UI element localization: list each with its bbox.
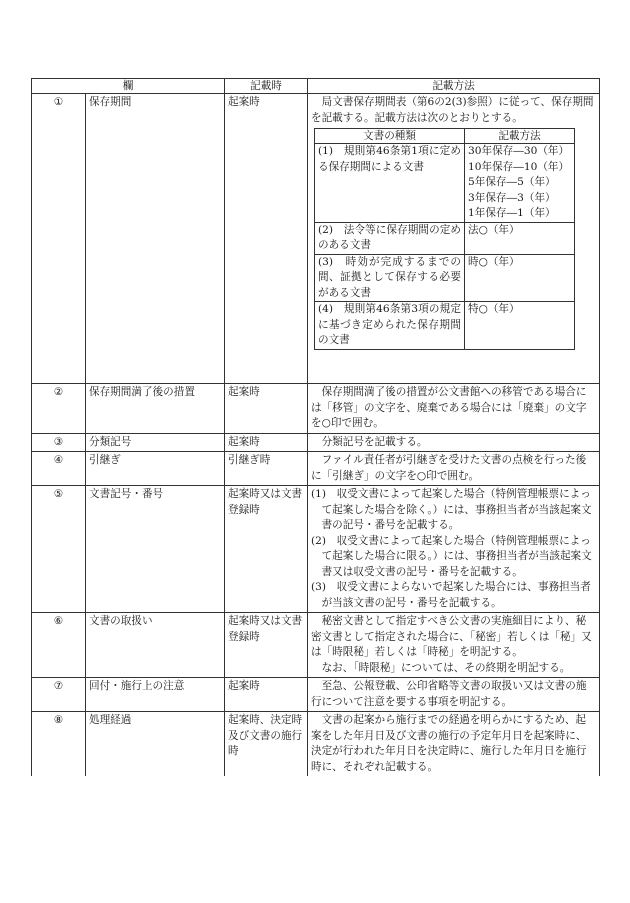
subtable-row bbox=[315, 144, 575, 223]
method-paragraph: 局文書保存期間表（第6の2(3)参照）に従って、保存期間を記載する。記載方法は次のとおりとする。 bbox=[311, 96, 594, 124]
row-timing: 引継ぎ時 bbox=[225, 452, 308, 486]
row-number: ③ bbox=[32, 433, 86, 452]
subtable-method-line: 法○（年） bbox=[465, 222, 575, 254]
table-row bbox=[32, 94, 600, 384]
table-row bbox=[32, 384, 600, 434]
row-field: 引継ぎ bbox=[86, 452, 225, 486]
row-number: ⑦ bbox=[32, 678, 86, 712]
subtable-kind: (3) 時効が完成するまでの間、証拠として保存する必要がある文書 bbox=[315, 254, 465, 302]
row-method bbox=[308, 613, 600, 678]
entry-instructions-table bbox=[31, 78, 600, 776]
method-paragraph: ファイル責任者が引継ぎを受けた文書の点検を行った後に「引継ぎ」の文字を○印で囲む。 bbox=[311, 454, 587, 482]
row-timing: 起案時又は文書登録時 bbox=[225, 613, 308, 678]
row-field: 分類記号 bbox=[86, 433, 225, 452]
table-row bbox=[32, 452, 600, 486]
subtable-method-line: 時○（年） bbox=[465, 254, 575, 302]
table-row bbox=[32, 486, 600, 613]
method-list-item: (1) 収受文書によって起案した場合（特例管理帳票によって起案した場合を除く。）には、事務担当者が当該起案文書の記号・番号を記載する。 bbox=[311, 488, 592, 531]
method-list-item: (3) 収受文書によらないで起案した場合には、事務担当者が当該文書の記号・番号を記載する。 bbox=[311, 581, 591, 609]
row-method bbox=[308, 678, 600, 712]
row-number: ⑥ bbox=[32, 613, 86, 678]
subtable-row bbox=[315, 222, 575, 254]
header-timing: 記載時 bbox=[225, 79, 308, 94]
header-method: 記載方法 bbox=[308, 79, 600, 94]
subtable-method-line: 1年保存―1（年） bbox=[468, 207, 556, 219]
table-row bbox=[32, 613, 600, 678]
method-paragraph: なお、「時限秘」については、その終期を明記する。 bbox=[321, 661, 571, 674]
method-paragraph: 分類記号を記載する。 bbox=[321, 435, 428, 448]
method-paragraph: 至急、公報登載、公印省略等文書の取扱い又は文書の施行について注意を要する事項を明記する。 bbox=[311, 680, 587, 708]
row-timing: 起案時、決定時及び文書の施行時 bbox=[225, 712, 308, 777]
row-method bbox=[308, 452, 600, 486]
row-number: ⑧ bbox=[32, 712, 86, 777]
table-row bbox=[32, 678, 600, 712]
table-row bbox=[32, 712, 600, 777]
subtable-methods bbox=[465, 144, 575, 223]
method-paragraph: 秘密文書として指定すべき公文書の実施細目により、秘密文書として指定された場合に、「秘密」若しくは「秘」又は「時限秘」若しくは「時秘」を明記する。 bbox=[311, 615, 592, 658]
subtable-method-line: 特○（年） bbox=[465, 302, 575, 350]
row-field: 回付・施行上の注意 bbox=[86, 678, 225, 712]
subtable-row bbox=[315, 302, 575, 350]
row-field: 文書記号・番号 bbox=[86, 486, 225, 613]
row-timing: 起案時又は文書登録時 bbox=[225, 486, 308, 613]
subtable-row bbox=[315, 254, 575, 302]
document-page bbox=[31, 78, 599, 776]
table-header-row bbox=[32, 79, 600, 94]
row-field: 保存期間 bbox=[86, 94, 225, 384]
subtable-method-line: 5年保存―5（年） bbox=[468, 176, 556, 188]
table-row bbox=[32, 433, 600, 452]
row-method bbox=[308, 433, 600, 452]
subtable-kind: (2) 法令等に保存期間の定めのある文書 bbox=[315, 222, 465, 254]
header-field: 欄 bbox=[32, 79, 225, 94]
subtable-method-line: 3年保存―3（年） bbox=[468, 191, 556, 204]
method-paragraph: 保存期間満了後の措置が公文書館への移管である場合には「移管」の文字を、廃棄である場合には「廃棄」の文字を○印で囲む。 bbox=[311, 386, 587, 429]
row-method bbox=[308, 94, 600, 384]
subtable-method-line: 30年保存―30（年） bbox=[468, 145, 570, 157]
method-paragraph: 文書の起案から施行までの経過を明らかにするため、起案をした年月日及び文書の施行の予定年月日を起案時に、決定が行われた年月日を決定時に、施行した年月日を施行時に、それぞれ記載する。 bbox=[311, 714, 587, 773]
subtable-header-method: 記載方法 bbox=[465, 129, 575, 144]
row-field: 処理経過 bbox=[86, 712, 225, 777]
row-method bbox=[308, 712, 600, 777]
row-method bbox=[308, 384, 600, 434]
row-timing: 起案時 bbox=[225, 384, 308, 434]
row-timing: 起案時 bbox=[225, 678, 308, 712]
retention-subtable bbox=[314, 128, 575, 350]
row-timing: 起案時 bbox=[225, 94, 308, 384]
row-timing: 起案時 bbox=[225, 433, 308, 452]
row-number: ② bbox=[32, 384, 86, 434]
subtable-header-kind: 文書の種類 bbox=[315, 129, 465, 144]
subtable-kind: (4) 規則第46条第3項の規定に基づき定められた保存期間の文書 bbox=[315, 302, 465, 350]
method-list-item: (2) 収受文書によって起案した場合（特例管理帳票によって起案した場合に限る。）には、事務担当者が当該起案文書又は収受文書の記号・番号を記載する。 bbox=[311, 534, 592, 578]
row-field: 保存期間満了後の措置 bbox=[86, 384, 225, 434]
subtable-kind: (1) 規則第46条第1項に定める保存期間による文書 bbox=[315, 144, 465, 223]
subtable-method-line: 10年保存―10（年） bbox=[468, 160, 570, 173]
row-method bbox=[308, 486, 600, 613]
row-number: ④ bbox=[32, 452, 86, 486]
row-number: ① bbox=[32, 94, 86, 384]
row-field: 文書の取扱い bbox=[86, 613, 225, 678]
row-number: ⑤ bbox=[32, 486, 86, 613]
